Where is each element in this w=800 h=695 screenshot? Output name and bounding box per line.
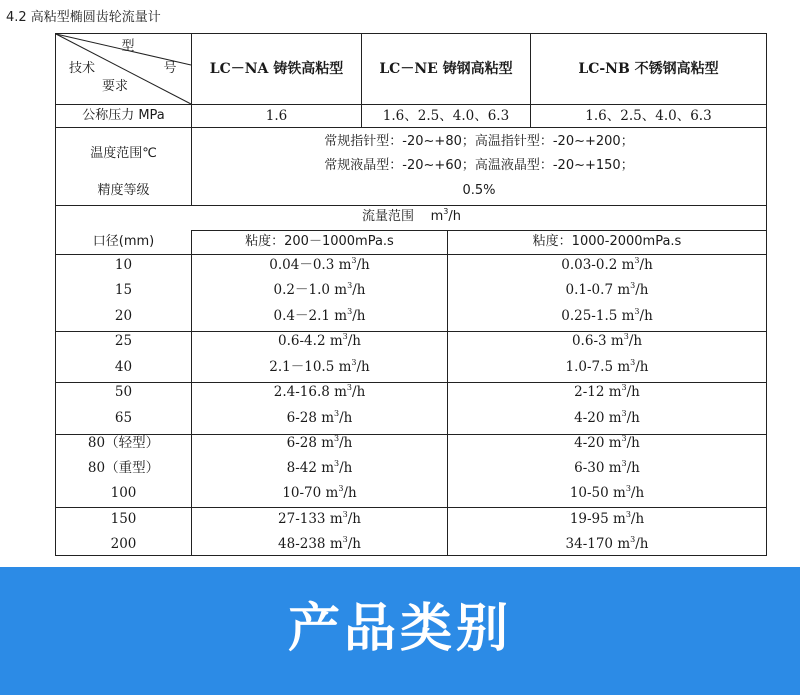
unit-tail: /h bbox=[630, 511, 645, 527]
accuracy-label: 精度等级 bbox=[97, 183, 150, 198]
col-diameter: 口径(mm) bbox=[92, 234, 155, 249]
flow-cell-low bbox=[192, 332, 447, 350]
unit-superscript: 3 bbox=[625, 510, 631, 519]
flow-value-low: 27-133 m bbox=[278, 511, 343, 527]
unit-superscript: 3 bbox=[351, 358, 357, 367]
unit-tail: /h bbox=[352, 384, 366, 400]
flow-cell-low bbox=[192, 535, 447, 553]
flow-cell-high bbox=[448, 459, 766, 477]
flow-value-low: 2.1－10.5 m bbox=[269, 359, 352, 375]
unit-superscript: 3 bbox=[623, 332, 629, 341]
unit-superscript: 3 bbox=[334, 409, 340, 418]
unit-tail: /h bbox=[347, 536, 361, 552]
flow-unit: m bbox=[430, 209, 444, 224]
unit-tail: /h bbox=[626, 410, 640, 426]
pressure-value-na: 1.6 bbox=[265, 108, 288, 124]
flow-cell-low bbox=[192, 256, 447, 274]
unit-superscript: 3 bbox=[347, 281, 353, 290]
pressure-label: 公称压力 MPa bbox=[82, 108, 165, 123]
flow-value-low: 8-42 m bbox=[286, 460, 335, 476]
unit-tail: /h bbox=[352, 282, 366, 298]
unit-tail: /h bbox=[343, 485, 357, 501]
unit-tail: /h bbox=[626, 435, 640, 451]
flow-value-low: 6-28 m bbox=[286, 410, 335, 426]
diameter-cell: 15 bbox=[114, 282, 133, 298]
flow-value-low: 10-70 m bbox=[282, 485, 339, 501]
flow-value-high: 0.6-3 m bbox=[571, 333, 624, 349]
flow-value-high: 10-50 m bbox=[569, 485, 626, 501]
flow-value-low: 0.2－1.0 m bbox=[273, 282, 348, 298]
unit-superscript: 3 bbox=[342, 510, 348, 519]
model-header-na: LC－NA 铸铁高粘型 bbox=[209, 61, 344, 77]
unit-superscript: 3 bbox=[634, 256, 640, 265]
unit-tail: /h bbox=[639, 308, 653, 324]
flow-value-low: 48-238 m bbox=[278, 536, 343, 552]
unit-superscript: 3 bbox=[630, 281, 636, 290]
unit-tail: /h bbox=[339, 435, 353, 451]
flow-cell-low bbox=[192, 383, 447, 401]
flow-cell-high bbox=[448, 510, 766, 528]
unit-superscript: 3 bbox=[621, 434, 627, 443]
flow-cell-high bbox=[448, 383, 766, 401]
flow-cell-high bbox=[448, 307, 766, 325]
unit-tail: /h bbox=[347, 511, 361, 527]
unit-superscript: 3 bbox=[342, 332, 348, 341]
accuracy-value: 0.5% bbox=[462, 183, 496, 198]
flow-cell-high bbox=[448, 409, 766, 427]
flow-cell-low bbox=[192, 358, 447, 376]
temperature-line-2: 常规液晶型：-20~+60；高温液晶型：-20~+150； bbox=[324, 158, 634, 173]
flow-value-low: 2.4-16.8 m bbox=[273, 384, 347, 400]
corner-req-label: 要求 bbox=[101, 79, 128, 94]
col-viscosity-low: 粘度：200－1000mPa.s bbox=[245, 234, 394, 249]
corner-number-label: 号 bbox=[163, 61, 177, 76]
unit-tail: /h bbox=[352, 308, 366, 324]
flow-value-high: 0.1-0.7 m bbox=[565, 282, 631, 298]
flow-cell-high bbox=[448, 332, 766, 350]
flow-cell-high bbox=[448, 535, 766, 553]
diameter-cell: 20 bbox=[114, 308, 133, 324]
unit-superscript: 3 bbox=[621, 409, 627, 418]
pressure-value-nb: 1.6、2.5、4.0、6.3 bbox=[585, 108, 712, 124]
unit-superscript: 3 bbox=[625, 484, 631, 493]
diameter-cell: 65 bbox=[114, 410, 133, 426]
flow-value-low: 6-28 m bbox=[286, 435, 335, 451]
unit-superscript: 3 bbox=[630, 358, 636, 367]
diameter-cell: 200 bbox=[110, 536, 137, 552]
flow-cell-low bbox=[192, 307, 447, 325]
unit-tail: /h bbox=[347, 333, 361, 349]
flow-value-high: 0.03-0.2 m bbox=[561, 257, 635, 273]
diameter-cell: 40 bbox=[114, 359, 133, 375]
diameter-cell: 150 bbox=[110, 511, 137, 527]
model-header-nb: LC-NB 不锈钢高粘型 bbox=[578, 61, 719, 77]
unit-tail: /h bbox=[356, 257, 370, 273]
unit-tail: /h bbox=[626, 384, 640, 400]
diameter-cell: 25 bbox=[114, 333, 133, 349]
unit-tail: /h bbox=[639, 257, 653, 273]
unit-superscript: 3 bbox=[634, 307, 640, 316]
diameter-cell: 50 bbox=[114, 384, 133, 400]
flow-value-high: 19-95 m bbox=[569, 511, 626, 527]
flow-value-high: 4-20 m bbox=[574, 410, 622, 426]
unit-superscript: 3 bbox=[351, 256, 357, 265]
flow-cell-high bbox=[448, 434, 766, 452]
flow-cell-low bbox=[192, 459, 447, 477]
flow-value-high: 1.0-7.5 m bbox=[565, 359, 631, 375]
unit-tail: /h bbox=[628, 333, 643, 349]
flow-unit-sup: 3 bbox=[443, 207, 449, 216]
unit-tail: /h bbox=[339, 410, 353, 426]
flow-range-label: 流量范围 bbox=[362, 209, 415, 224]
section-title: 4.2 高粘型椭圆齿轮流量计 bbox=[6, 10, 161, 25]
corner-type-label: 型 bbox=[121, 39, 135, 54]
flow-cell-high bbox=[448, 484, 766, 502]
temperature-label: 温度范围℃ bbox=[90, 146, 157, 161]
flow-value-high: 34-170 m bbox=[565, 536, 631, 552]
flow-cell-high bbox=[448, 358, 766, 376]
unit-superscript: 3 bbox=[342, 535, 348, 544]
diameter-cell: 100 bbox=[110, 485, 137, 501]
flow-range-header bbox=[56, 208, 767, 226]
flow-value-low: 0.4－2.1 m bbox=[273, 308, 348, 324]
flow-value-low: 0.6-4.2 m bbox=[278, 333, 343, 349]
flow-value-high: 2-12 m bbox=[574, 384, 622, 400]
model-header-ne: LC－NE 铸钢高粘型 bbox=[379, 61, 513, 77]
flow-value-high: 6-30 m bbox=[574, 460, 622, 476]
diameter-cell: 10 bbox=[114, 257, 133, 273]
flow-cell-low bbox=[192, 434, 447, 452]
unit-superscript: 3 bbox=[334, 459, 340, 468]
diameter-cell: 80（轻型） bbox=[87, 435, 160, 451]
unit-tail: /h bbox=[635, 536, 649, 552]
category-banner-title: 产品类别 bbox=[287, 599, 512, 659]
flow-value-high: 4-20 m bbox=[574, 435, 622, 451]
col-viscosity-high: 粘度：1000-2000mPa.s bbox=[532, 234, 682, 249]
unit-superscript: 3 bbox=[346, 383, 353, 392]
flow-cell-low bbox=[192, 510, 447, 528]
unit-tail: /h bbox=[635, 282, 649, 298]
unit-superscript: 3 bbox=[338, 484, 344, 493]
unit-superscript: 3 bbox=[621, 383, 627, 392]
temperature-line-1: 常规指针型：-20~+80；高温指针型：-20~+200； bbox=[324, 134, 634, 149]
unit-superscript: 3 bbox=[334, 434, 340, 443]
flow-cell-low bbox=[192, 409, 447, 427]
diameter-cell: 80（重型） bbox=[87, 460, 160, 476]
flow-cell-low bbox=[192, 281, 447, 299]
unit-superscript: 3 bbox=[621, 459, 627, 468]
unit-tail: /h bbox=[339, 460, 353, 476]
pressure-value-ne: 1.6、2.5、4.0、6.3 bbox=[382, 108, 510, 124]
unit-superscript: 3 bbox=[630, 535, 636, 544]
flow-value-high: 0.25-1.5 m bbox=[561, 308, 635, 324]
unit-tail: /h bbox=[635, 359, 649, 375]
flow-value-low: 0.04－0.3 m bbox=[269, 257, 352, 273]
flow-unit-tail: /h bbox=[448, 209, 461, 224]
unit-superscript: 3 bbox=[347, 307, 353, 316]
flow-cell-high bbox=[448, 281, 766, 299]
flow-cell-low bbox=[192, 484, 447, 502]
unit-tail: /h bbox=[630, 485, 645, 501]
corner-tech-label: 技术 bbox=[68, 61, 95, 76]
unit-tail: /h bbox=[626, 460, 640, 476]
flow-cell-high bbox=[448, 256, 766, 274]
unit-tail: /h bbox=[356, 359, 370, 375]
